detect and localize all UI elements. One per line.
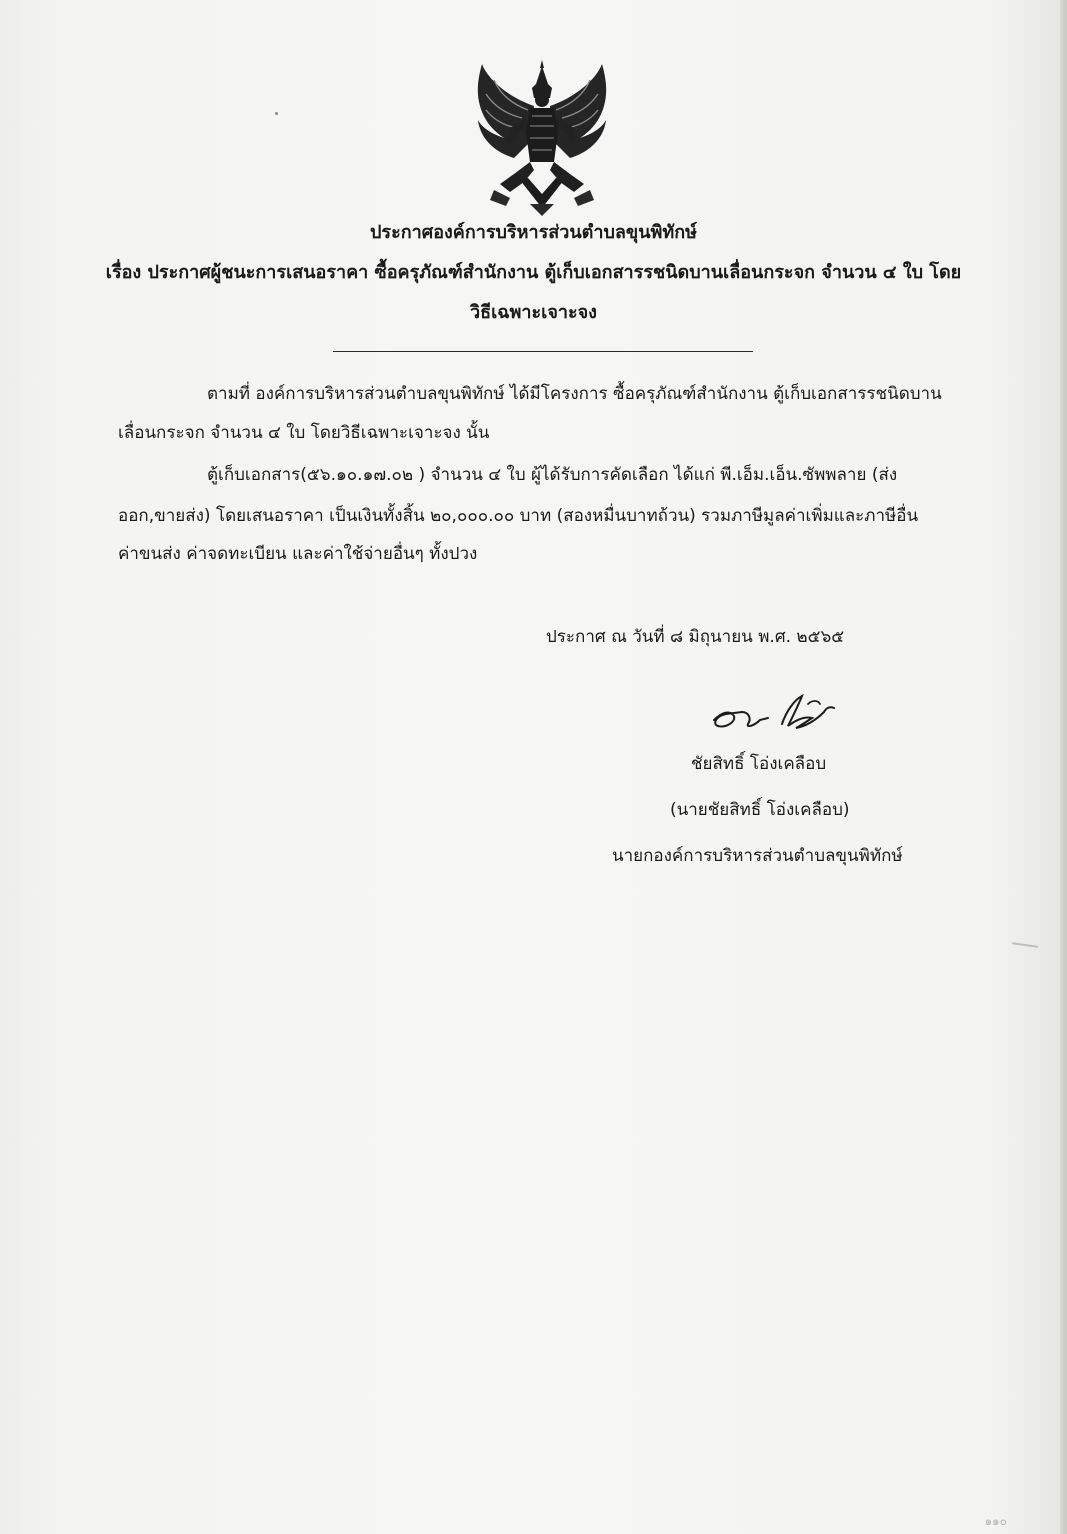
signer-full-name: (นายชัยสิทธิ์ โอ่งเคลือบ) — [670, 800, 850, 820]
corner-mark: ๑๑๐ — [984, 1514, 1007, 1528]
signer-name: ชัยสิทธิ์ โอ่งเคลือบ — [691, 754, 827, 774]
paragraph-1-line-1: ตามที่ องค์การบริหารส่วนตำบลขุนพิทักษ์ ได้มีโครงการ ซื้อครุภัณฑ์สำนักงาน ตู้เก็บเอกสารรชนิดบาน — [207, 384, 942, 404]
paper-speck — [275, 112, 278, 115]
garuda-emblem-icon — [470, 58, 614, 218]
subject-line-1: เรื่อง ประกาศผู้ชนะการเสนอราคา ซื้อครุภัณฑ์สำนักงาน ตู้เก็บเอกสารรชนิดบานเลื่อนกระจก จำนวน ๔ ใบ โดย — [105, 262, 962, 283]
paragraph-2-line-1: ตู้เก็บเอกสาร(๕๖.๑๐.๑๗.๐๒ ) จำนวน ๔ ใบ ผู้ได้รับการคัดเลือก ได้แก่ พี.เอ็ม.เอ็น.ซัพพลาย (ส่ง — [207, 465, 898, 485]
paragraph-2-line-3: ค่าขนส่ง ค่าจดทะเบียน และค่าใช้จ่ายอื่นๆ ทั้งปวง — [118, 544, 478, 564]
paragraph-2-line-2: ออก,ขายส่ง) โดยเสนอราคา เป็นเงินทั้งสิ้น ๒๐,๐๐๐.๐๐ บาท (สองหมื่นบาทถ้วน) รวมภาษีมูลค่าเพิ่มและภาษีอื่น — [118, 506, 919, 526]
document-heading: ประกาศองค์การบริหารส่วนตำบลขุนพิทักษ์ — [370, 222, 697, 243]
heading-divider — [333, 351, 753, 352]
subject-line-2: วิธีเฉพาะเจาะจง — [470, 302, 597, 323]
signature-icon — [708, 690, 840, 738]
paragraph-1-line-2: เลื่อนกระจก จำนวน ๔ ใบ โดยวิธีเฉพาะเจาะจง นั้น — [118, 423, 490, 443]
announcement-date: ประกาศ ณ วันที่ ๘ มิถุนายน พ.ศ. ๒๕๖๕ — [546, 627, 845, 647]
signer-position: นายกองค์การบริหารส่วนตำบลขุนพิทักษ์ — [612, 846, 903, 866]
